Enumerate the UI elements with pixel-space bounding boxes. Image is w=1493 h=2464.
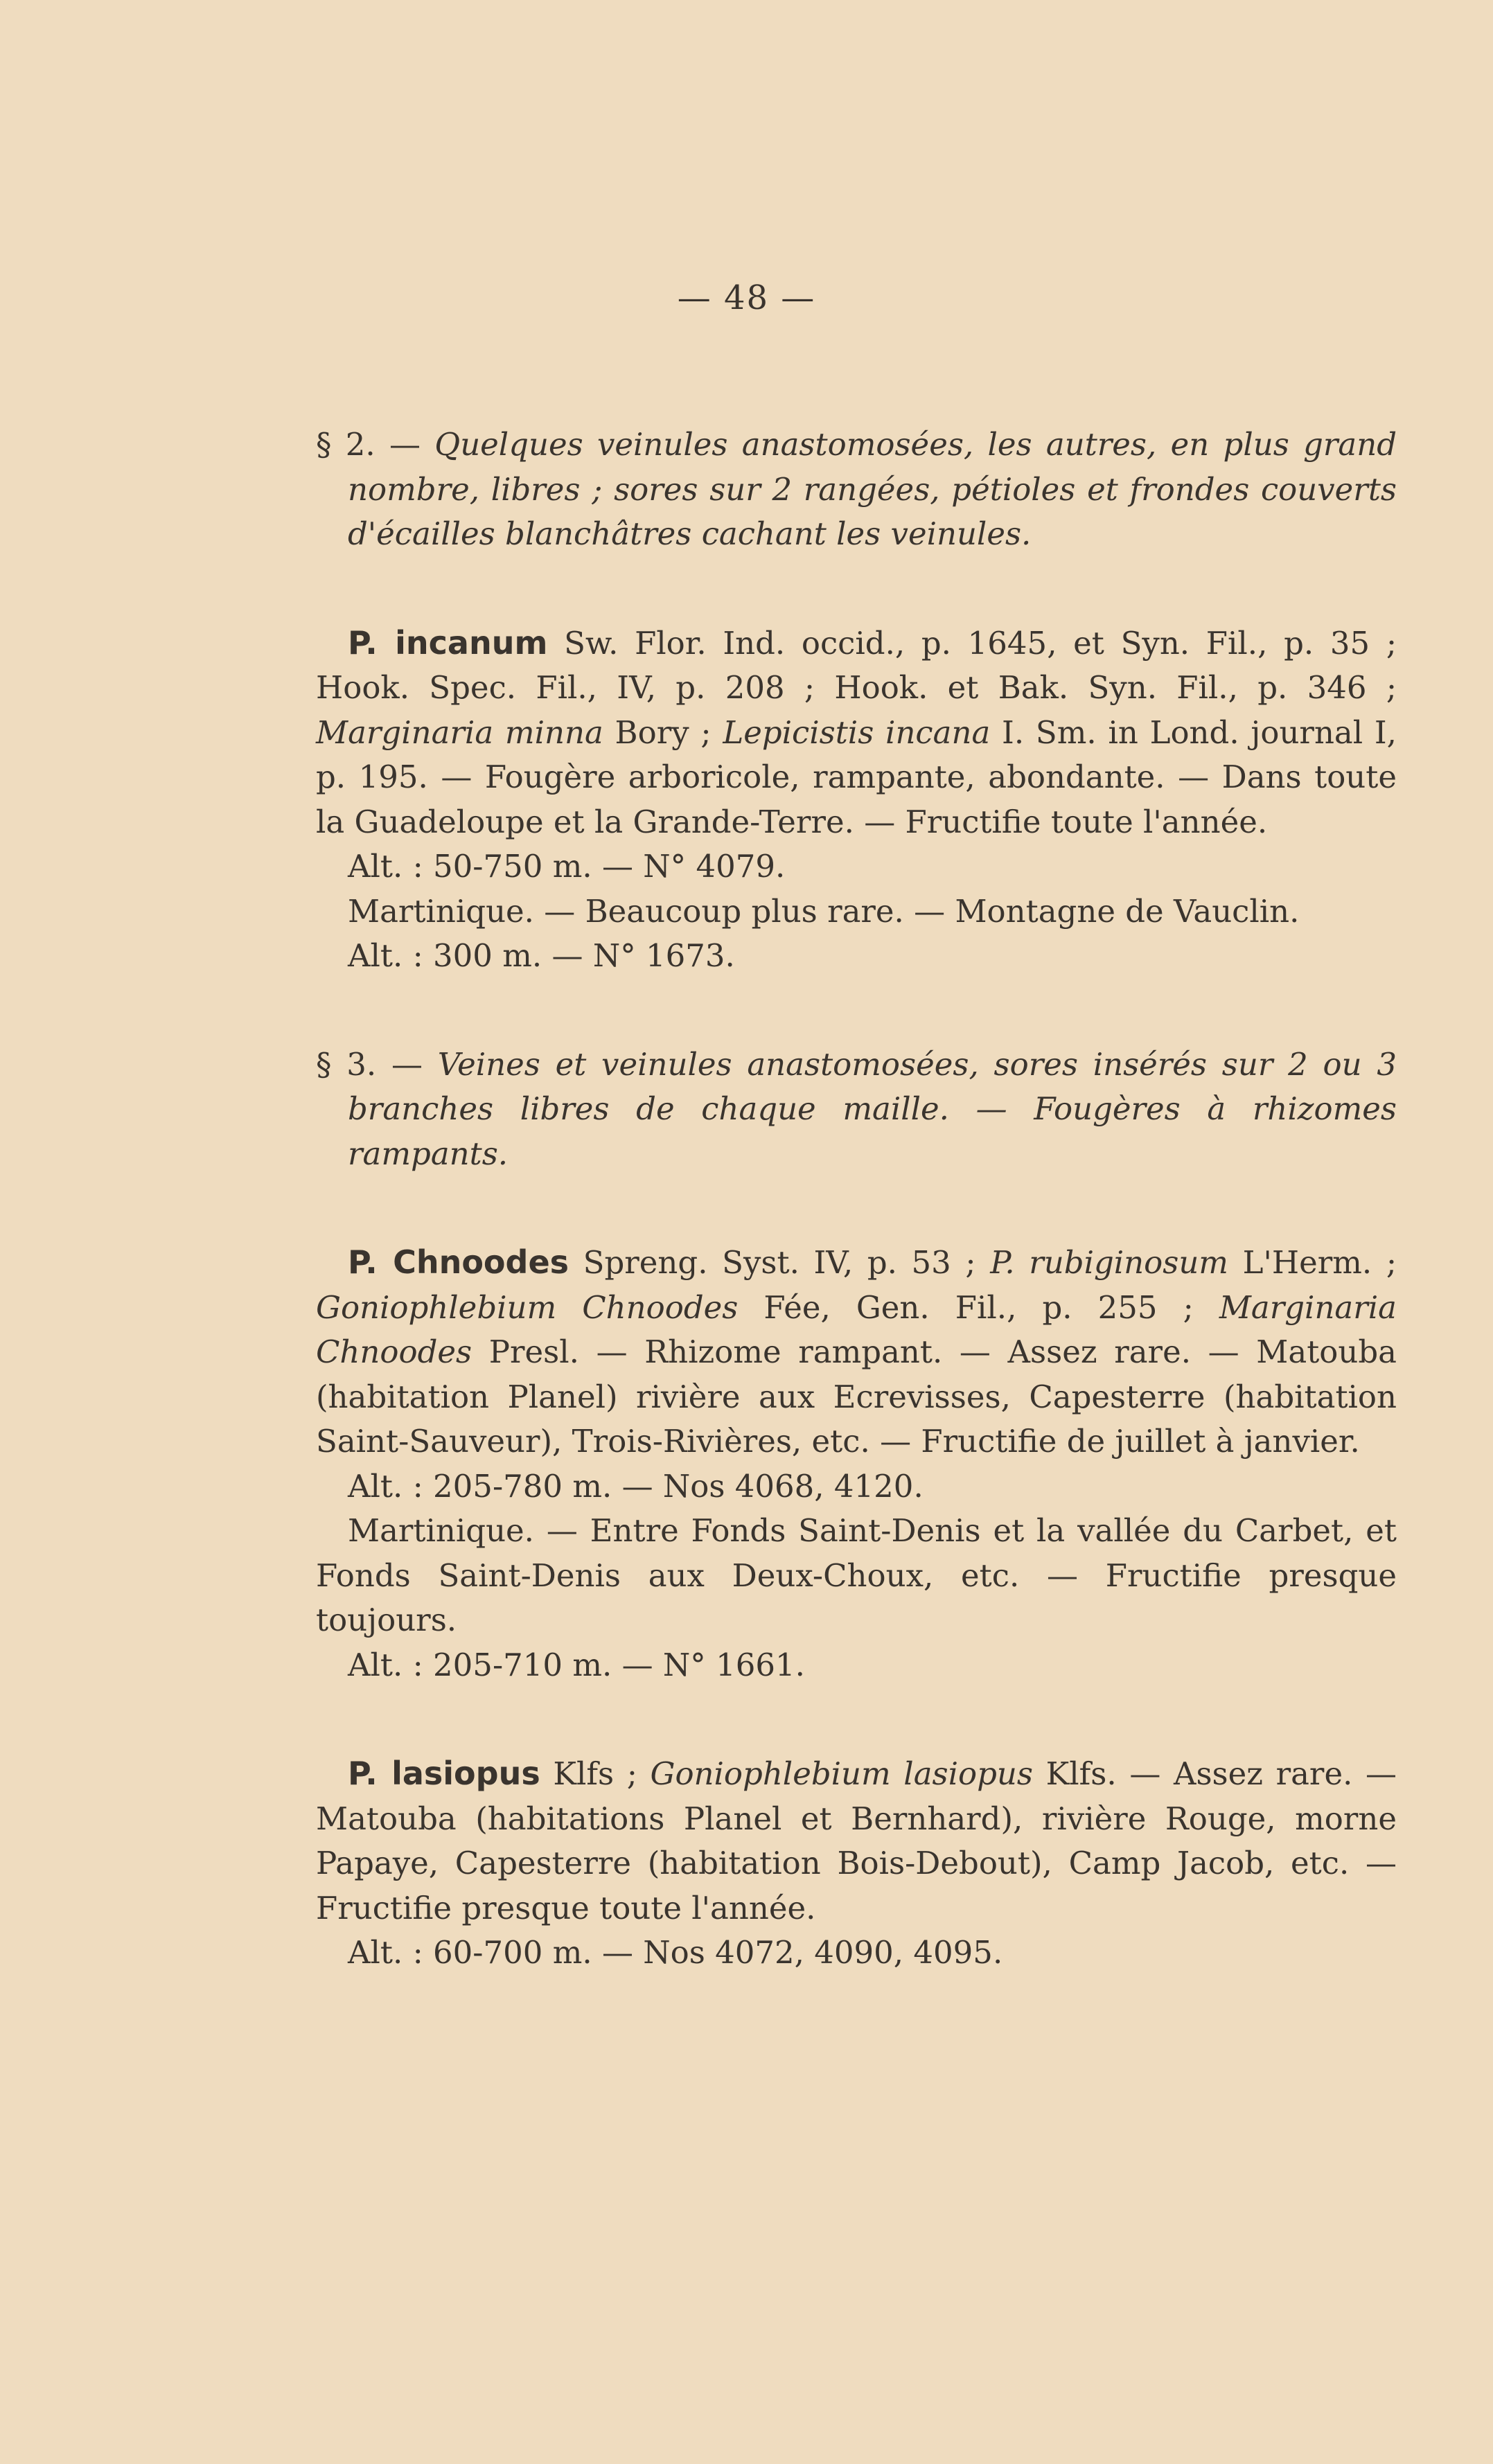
species-name-lasiopus: P. lasiopus bbox=[348, 1755, 540, 1792]
chnoodes-synonym-2: Goniophlebium Chnoodes bbox=[316, 1288, 739, 1326]
lasiopus-synonym-1: Goniophlebium lasiopus bbox=[650, 1755, 1033, 1792]
incanum-description bbox=[316, 621, 1397, 845]
incanum-synonym-2: Lepicistis incana bbox=[723, 714, 991, 751]
species-name-incanum: P. incanum bbox=[348, 623, 548, 662]
lasiopus-desc-2: Klfs. — Assez rare. — Matouba (habitations Planel et Bernhard), rivière Rouge, morne Papaye, Capesterre (habitation Bois-Debout), Camp Jacob, etc. — Fructifie presque toute l'année. bbox=[316, 1755, 1397, 1926]
incanum-altitude: Alt. : 50-750 m. — N° 4079. bbox=[348, 848, 786, 885]
lasiopus-altitude: Alt. : 60-700 m. — Nos 4072, 4090, 4095. bbox=[348, 1934, 1003, 1971]
section-3-label: § 3. — bbox=[316, 1045, 423, 1083]
incanum-synonym-1: Marginaria minna bbox=[316, 714, 603, 751]
chnoodes-desc-2: L'Herm. ; bbox=[1228, 1244, 1397, 1281]
section-2-text: Quelques veinules anastomosées, les autres, en plus grand nombre, libres ; sores sur 2 rangées, pétioles et frondes couverts d'écailles blanchâtres cachant les veinules. bbox=[348, 426, 1397, 552]
chnoodes-desc-1: Spreng. Syst. IV, p. 53 ; bbox=[569, 1244, 991, 1281]
chnoodes-martinique-altitude: Alt. : 205-710 m. — N° 1661. bbox=[348, 1646, 805, 1683]
incanum-martinique-altitude: Alt. : 300 m. — N° 1673. bbox=[348, 937, 735, 974]
section-2-label: § 2. — bbox=[316, 426, 421, 463]
section-2 bbox=[316, 423, 1397, 557]
section-3-text: Veines et veinules anastomosées, sores insérés sur 2 ou 3 branches libres de chaque maille. — Fougères à rhizomes rampants. bbox=[348, 1045, 1397, 1172]
chnoodes-desc-3: Fée, Gen. Fil., p. 255 ; bbox=[738, 1288, 1219, 1326]
chnoodes-desc-4: Presl. — Rhizome rampant. — Assez rare. — Matouba (habitation Planel) rivière aux Ecrevisses, Capesterre (habitation Saint-Sauveur), Trois-Rivières, etc. — Fructifie de juillet à janvier. bbox=[316, 1333, 1397, 1460]
chnoodes-synonym-1: P. rubiginosum bbox=[990, 1244, 1228, 1281]
lasiopus-description bbox=[316, 1751, 1397, 1931]
species-entry-lasiopus bbox=[316, 1751, 1397, 1976]
chnoodes-synonym-3: Marginaria Chnoodes bbox=[316, 1288, 1397, 1370]
section-3-heading bbox=[316, 1043, 1397, 1177]
chnoodes-description bbox=[316, 1240, 1397, 1464]
page-content bbox=[316, 423, 1397, 2039]
section-2-heading bbox=[316, 423, 1397, 557]
chnoodes-martinique: Martinique. — Entre Fonds Saint-Denis et la vallée du Carbet, et Fonds Saint-Denis aux Deux-Choux, etc. — Fructifie presque toujours. bbox=[316, 1512, 1397, 1638]
incanum-martinique: Martinique. — Beaucoup plus rare. — Montagne de Vauclin. bbox=[348, 892, 1300, 930]
page-number: — 48 — bbox=[677, 278, 816, 317]
lasiopus-desc-1: Klfs ; bbox=[540, 1755, 651, 1792]
species-entry-incanum bbox=[316, 621, 1397, 979]
species-entry-chnoodes bbox=[316, 1240, 1397, 1687]
chnoodes-altitude: Alt. : 205-780 m. — Nos 4068, 4120. bbox=[348, 1467, 924, 1505]
species-name-chnoodes: P. Chnoodes bbox=[348, 1243, 569, 1281]
incanum-desc-1: Sw. Flor. Ind. occid., p. 1645, et Syn. Fil., p. 35 ; Hook. Spec. Fil., IV, p. 208 ; Hook. et Bak. Syn. Fil., p. 346 ; bbox=[316, 624, 1397, 706]
section-3 bbox=[316, 1043, 1397, 1177]
incanum-desc-3: I. Sm. in Lond. journal I, p. 195. — Fougère arboricole, rampante, abondante. — Dans toute la Guadeloupe et la Grande-Terre. — Fructifie toute l'année. bbox=[316, 714, 1397, 840]
incanum-desc-2: Bory ; bbox=[603, 714, 723, 751]
